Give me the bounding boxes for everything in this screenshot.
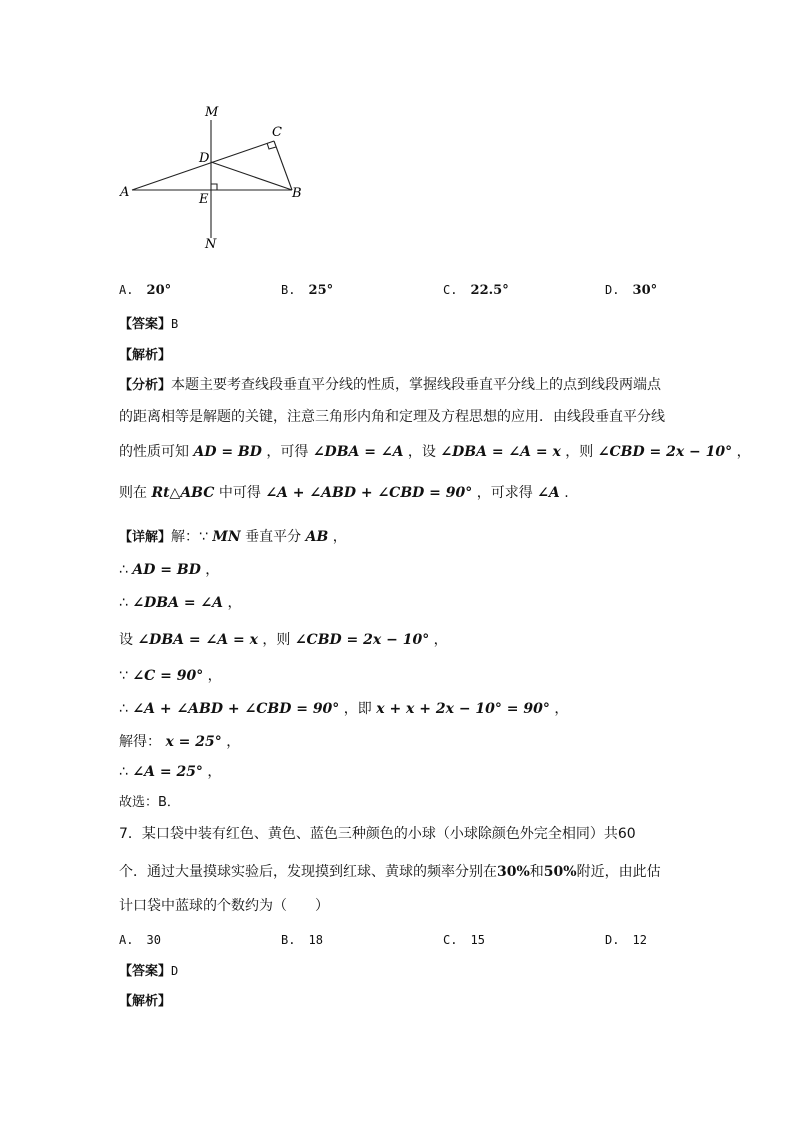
detail-line-2: [119, 559, 219, 579]
math: MN: [212, 529, 241, 545]
fenxi-line-4: [119, 482, 569, 502]
text: ，: [205, 562, 220, 578]
label-A: A: [120, 185, 130, 200]
answer-value: D: [171, 964, 179, 978]
math: ∠DBA = ∠A: [132, 595, 224, 611]
option-letter: B.: [281, 933, 296, 947]
text: ，即: [343, 701, 372, 717]
text: ，: [554, 701, 569, 717]
answer-label: 【答案】: [119, 964, 172, 979]
text: 设: [119, 632, 133, 648]
q7-option-b[interactable]: [281, 929, 323, 948]
text: ，: [332, 529, 347, 545]
fenxi-line-2: 的距离相等是解题的关键，注意三角形内角和定理及方程思想的应用．由线段垂直平分线: [119, 409, 665, 425]
detail-label: 【详解】: [119, 530, 172, 545]
q6-analysis-label: 【解析】: [119, 348, 172, 363]
text: 解：∵: [171, 529, 208, 545]
option-letter: D.: [605, 933, 620, 947]
math: ∠CBD = 2x − 10°: [597, 444, 733, 460]
q6-option-c[interactable]: [443, 279, 509, 298]
option-letter: C.: [443, 283, 458, 297]
q7-analysis-label: 【解析】: [119, 994, 172, 1009]
text: ∴: [119, 562, 128, 578]
fenxi-line-3: [119, 441, 751, 461]
option-letter: C.: [443, 933, 458, 947]
text: ∴: [119, 701, 128, 717]
text: ，: [226, 734, 241, 750]
fenxi-label: 【分析】: [119, 378, 172, 393]
segment-DB: [211, 162, 292, 190]
math: AD = BD: [193, 444, 262, 460]
text: ，: [227, 595, 242, 611]
option-letter: D.: [605, 283, 620, 297]
option-value: 18: [308, 933, 323, 947]
detail-line-4: [119, 629, 448, 649]
math: ∠A = 25°: [132, 764, 203, 780]
detail-line-1: [119, 526, 347, 546]
text: ，: [207, 668, 222, 684]
q7-option-d[interactable]: [605, 929, 647, 948]
math: ∠DBA = ∠A = x: [440, 444, 561, 460]
text: 个．通过大量摸球实验后，发现摸到红球、黄球的频率分别在: [119, 864, 497, 880]
math: 30%: [497, 864, 530, 880]
text: ∴: [119, 595, 128, 611]
option-value: 12: [632, 933, 647, 947]
option-value: 20°: [146, 283, 172, 298]
option-value: 30°: [632, 283, 658, 298]
text: 则在: [119, 485, 147, 501]
math: ∠DBA = ∠A: [312, 444, 404, 460]
detail-line-3: [119, 592, 241, 612]
detail-line-8: [119, 761, 221, 781]
detail-line-6: [119, 698, 568, 718]
text: ，: [736, 444, 751, 460]
math: AD = BD: [132, 562, 201, 578]
right-angle-mark-E: [211, 184, 217, 190]
text: ，可得: [266, 444, 309, 460]
label-C: C: [272, 125, 282, 140]
math: 50%: [543, 864, 577, 880]
detail-line-5: [119, 665, 222, 685]
q6-answer: [119, 313, 178, 332]
label-N: N: [205, 237, 217, 252]
answer-value: B: [171, 317, 179, 331]
text: ，: [207, 764, 222, 780]
q7-answer: [119, 960, 178, 979]
label-E: E: [199, 192, 209, 207]
text: ∴: [119, 764, 128, 780]
detail-line-7: [119, 731, 240, 751]
option-value: 22.5°: [470, 283, 509, 298]
segment-CB: [274, 141, 292, 190]
label-D: D: [199, 151, 210, 166]
label-M: M: [205, 105, 219, 120]
detail-conclusion: 故选：B．: [119, 795, 180, 810]
option-value: 30: [146, 933, 161, 947]
text: ，设: [407, 444, 436, 460]
q7-stem-line-1: 7．某口袋中装有红色、黄色、蓝色三种颜色的小球（小球除颜色外完全相同）共60: [119, 826, 636, 842]
q6-option-a[interactable]: [119, 279, 171, 298]
text: ，: [433, 632, 448, 648]
option-value: 25°: [308, 283, 334, 298]
math: ∠DBA = ∠A = x: [137, 632, 258, 648]
fenxi-line-1: [119, 374, 661, 394]
math: x = 25°: [165, 734, 222, 750]
text: ，则: [262, 632, 291, 648]
text: 解得：: [119, 734, 161, 750]
label-B: B: [292, 186, 302, 201]
text: .: [564, 485, 569, 501]
math: x + x + 2x − 10° = 90°: [376, 701, 550, 717]
geometry-figure: [115, 100, 315, 260]
math: ∠C = 90°: [132, 668, 204, 684]
option-letter: B.: [281, 283, 296, 297]
text: ，可求得: [476, 485, 533, 501]
math: AB: [305, 529, 329, 545]
text: 垂直平分: [245, 529, 302, 545]
math: Rt△ABC: [151, 485, 215, 501]
text: 附近，由此估: [576, 864, 661, 880]
text: 中可得: [218, 485, 261, 501]
option-letter: A.: [119, 933, 134, 947]
q7-stem-line-2: [119, 861, 661, 881]
answer-label: 【答案】: [119, 317, 172, 332]
fenxi-text-1: 本题主要考查线段垂直平分线的性质，掌握线段垂直平分线上的点到线段两端点: [171, 377, 662, 393]
option-value: 15: [470, 933, 485, 947]
option-letter: A.: [119, 283, 134, 297]
math: ∠A + ∠ABD + ∠CBD = 90°: [132, 701, 340, 717]
text: 的性质可知: [119, 444, 189, 460]
math: ∠CBD = 2x − 10°: [294, 632, 430, 648]
text: ，则: [565, 444, 594, 460]
q7-option-a[interactable]: [119, 929, 161, 948]
text: 和: [529, 864, 544, 880]
q7-option-c[interactable]: [443, 929, 485, 948]
q6-option-b[interactable]: [281, 279, 333, 298]
q7-stem-line-3: 计口袋中蓝球的个数约为（ ）: [119, 898, 329, 914]
math: ∠A: [537, 485, 560, 501]
text: ∵: [119, 668, 128, 684]
q6-option-d[interactable]: [605, 279, 657, 298]
math: ∠A + ∠ABD + ∠CBD = 90°: [265, 485, 473, 501]
